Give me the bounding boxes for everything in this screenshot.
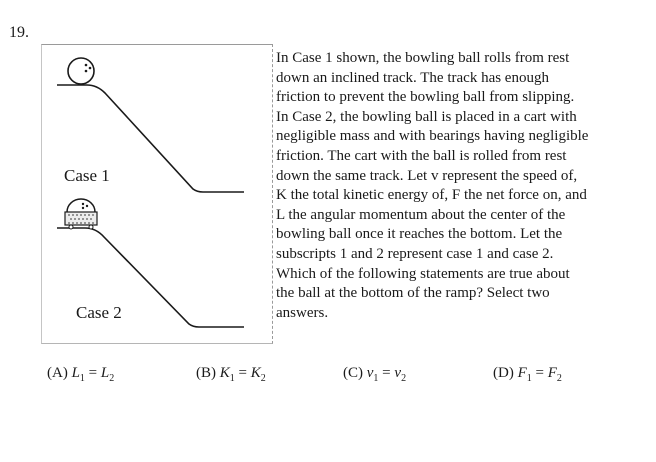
choice-right-var: L: [100, 365, 110, 381]
case1-bowling-ball: [68, 58, 94, 84]
question-line: In Case 1 shown, the bowling ball rolls from rest: [276, 50, 570, 66]
question-line: negligible mass and with bearings having negligible: [276, 128, 589, 145]
choice-left-var: K: [219, 365, 230, 381]
question-line: In Case 2, the bowling ball is placed in a cart with: [276, 108, 577, 125]
choice-letter: (C): [343, 365, 363, 381]
choice-left-var: F: [517, 365, 527, 381]
question-line: the ball at the bottom of the ramp? Select two: [276, 285, 550, 302]
question-number: 19.: [9, 24, 29, 41]
choice-relation: =: [382, 365, 391, 381]
choice-letter: (A): [47, 365, 68, 381]
question-line: down an inclined track. The track has enough: [276, 69, 549, 86]
case2-ball-in-cart: [65, 199, 97, 229]
question-line: bowling ball once it reaches the bottom. Let the: [276, 226, 563, 243]
case1-label: Case 1: [64, 166, 110, 185]
ramp-figure: [41, 44, 273, 344]
choice-relation: =: [535, 365, 544, 381]
choice-right-var: F: [547, 365, 557, 381]
choice-c[interactable]: [343, 365, 406, 384]
choice-right-var: v: [394, 365, 402, 381]
choice-a[interactable]: [47, 365, 114, 384]
choice-left-sub: 1: [373, 373, 379, 384]
choice-relation: =: [238, 365, 247, 381]
case2-label: Case 2: [76, 303, 122, 322]
choice-d[interactable]: [493, 365, 562, 384]
choice-left-sub: 1: [79, 373, 85, 384]
choice-right-sub: 2: [109, 373, 115, 384]
choice-left-var: v: [366, 365, 374, 381]
choice-right-sub: 2: [401, 373, 407, 384]
choice-b[interactable]: [196, 365, 266, 384]
question-line: friction to prevent the bowling ball from slipping.: [276, 89, 575, 106]
question-line: subscripts 1 and 2 represent case 1 and case 2.: [276, 245, 554, 262]
question-line: answers.: [276, 304, 329, 321]
choice-left-sub: 1: [229, 373, 235, 384]
choice-right-sub: 2: [260, 373, 266, 384]
choice-relation: =: [88, 365, 98, 381]
choice-left-sub: 1: [526, 373, 532, 384]
choice-right-var: K: [250, 365, 261, 381]
question-text: [276, 49, 648, 323]
answer-choices: [47, 365, 607, 387]
question-line: Which of the following statements are true about: [276, 265, 570, 282]
choice-letter: (D): [493, 365, 514, 381]
question-line: K the total kinetic energy of, F the net force on, and: [276, 187, 587, 204]
question-line: L the angular momentum about the center of the: [276, 206, 566, 223]
question-line: down the same track. Let v represent the speed of,: [276, 167, 578, 184]
choice-left-var: L: [71, 365, 80, 381]
choice-right-sub: 2: [556, 373, 562, 384]
choice-letter: (B): [196, 365, 216, 381]
question-line: friction. The cart with the ball is rolled from rest: [276, 147, 567, 164]
